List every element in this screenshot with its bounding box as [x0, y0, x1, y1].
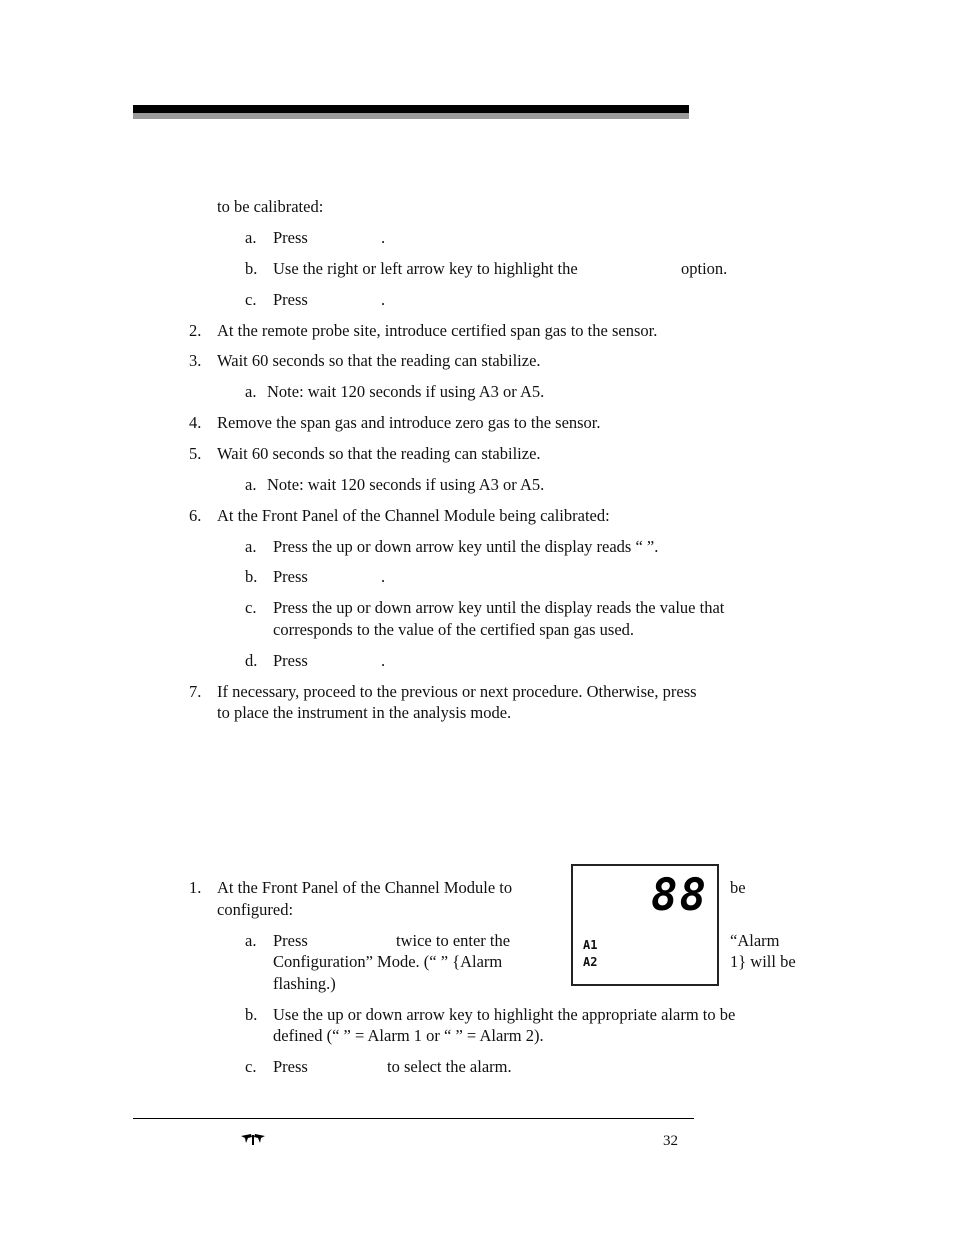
- text-line: Press: [273, 1057, 308, 1076]
- text-line: configured:: [217, 900, 294, 919]
- page-number: 32: [663, 1133, 678, 1149]
- text-line: At the Front Panel of the Channel Module being calibrated:: [217, 506, 610, 525]
- text-line: Configuration” Mode. (“ ” {Alarm: [273, 952, 503, 971]
- text-line: .: [381, 228, 386, 247]
- text-line: .: [381, 567, 386, 586]
- text-line: .: [381, 290, 386, 309]
- text-line: “Alarm: [730, 931, 780, 950]
- text-line: If necessary, proceed to the previous or next procedure. Otherwise, press: [217, 682, 697, 701]
- step-number: 4.: [189, 413, 202, 432]
- text-line: to select the alarm.: [387, 1057, 512, 1076]
- text-line: to be calibrated:: [217, 197, 324, 216]
- item-label: b.: [245, 259, 258, 278]
- header-rule-black: [133, 105, 689, 113]
- text-line: be: [730, 878, 746, 897]
- step-number: 5.: [189, 444, 202, 463]
- text-line: to place the instrument in the analysis mode.: [217, 703, 512, 722]
- item-label: c.: [245, 598, 257, 617]
- text-line: Note: wait 120 seconds if using A3 or A5.: [267, 382, 545, 401]
- text-line: 1} will be: [730, 952, 796, 971]
- item-label: c.: [245, 290, 257, 309]
- step-number: 1.: [189, 878, 202, 897]
- text-line: corresponds to the value of the certified span gas used.: [273, 620, 635, 639]
- text-line: Press: [273, 651, 308, 670]
- item-label: b.: [245, 567, 258, 586]
- item-label: a.: [245, 228, 257, 247]
- alarm-1-indicator: A1: [583, 938, 598, 952]
- text-line: Remove the span gas and introduce zero gas to the sensor.: [217, 413, 601, 432]
- text-line: option.: [681, 259, 728, 278]
- item-label: a.: [245, 382, 257, 401]
- step-number: 7.: [189, 682, 202, 701]
- step-number: 2.: [189, 321, 202, 340]
- item-label: a.: [245, 931, 257, 950]
- text-line: At the Front Panel of the Channel Module to: [217, 878, 513, 897]
- display-digits: 88: [651, 870, 708, 921]
- text-line: .: [381, 651, 386, 670]
- text-line: At the remote probe site, introduce certified span gas to the sensor.: [217, 321, 658, 340]
- text-line: Use the right or left arrow key to highlight the: [273, 259, 578, 278]
- text-line: Press: [273, 567, 308, 586]
- text-line: Wait 60 seconds so that the reading can stabilize.: [217, 351, 541, 370]
- teledyne-logo-icon: [240, 1132, 266, 1146]
- text-line: flashing.): [273, 974, 336, 993]
- text-line: twice to enter the: [396, 931, 511, 950]
- alarm-2-indicator: A2: [583, 955, 598, 969]
- item-label: b.: [245, 1005, 258, 1024]
- step-number: 3.: [189, 351, 202, 370]
- footer-rule: [133, 1118, 694, 1119]
- item-label: d.: [245, 651, 258, 670]
- text-line: Press: [273, 931, 308, 950]
- text-line: Press: [273, 290, 308, 309]
- text-line: defined (“ ” = Alarm 1 or “ ” = Alarm 2).: [273, 1026, 544, 1045]
- text-line: Press the up or down arrow key until the display reads the value that: [273, 598, 725, 617]
- text-line: Note: wait 120 seconds if using A3 or A5.: [267, 475, 545, 494]
- text-line: Wait 60 seconds so that the reading can stabilize.: [217, 444, 541, 463]
- text-line: Use the up or down arrow key to highlight the appropriate alarm to be: [273, 1005, 736, 1024]
- text-line: Press: [273, 228, 308, 247]
- item-label: c.: [245, 1057, 257, 1076]
- channel-display-panel: [571, 864, 719, 986]
- header-rule-gray: [133, 113, 689, 119]
- item-label: a.: [245, 537, 257, 556]
- text-line: Press the up or down arrow key until the display reads “ ”.: [273, 537, 659, 556]
- item-label: a.: [245, 475, 257, 494]
- step-number: 6.: [189, 506, 202, 525]
